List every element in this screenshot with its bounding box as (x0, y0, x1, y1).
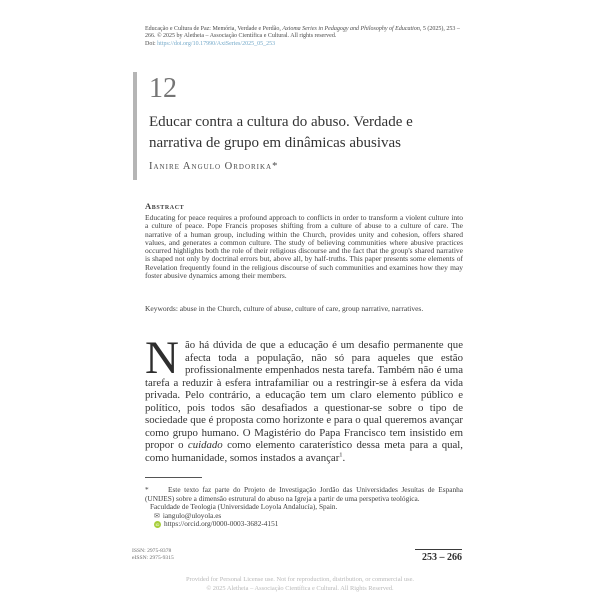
license-line-1: Provided for Personal License use. Not for reproduction, distribution, or commercial use. (185, 576, 415, 583)
drop-cap: N (145, 332, 179, 384)
body-italic-term: cuidado (187, 439, 223, 451)
body-text-1: ão há dúvida de que a educação é um desafio permanente que afecta toda a população, não só para aqueles que estão profissionalmente empenhados nesta tarefa. Também não é uma tarefa a reduzir à esfera intrafamiliar ou a restringir-se à esfera da vida privada. Pelo contrário, a educação tem um claro elemento público e político, pois todos são desafiados a questionar-se sobre o tipo de sociedade que é proposta como horizonte e para o qual queremos avançar como grupo humano. O Magistério do Papa Francisco tem insistido em propor o (145, 339, 463, 451)
page-range: 253 – 266 (415, 549, 462, 563)
chapter-number: 12 (149, 73, 177, 104)
body-text-period: . (342, 451, 346, 464)
footnote-paragraph (145, 486, 463, 503)
body-paragraph (145, 332, 463, 464)
orcid-row (154, 520, 463, 529)
abstract-heading: Abstract (145, 201, 185, 211)
header-citation (145, 26, 465, 48)
footnote-reference: 1 (339, 450, 343, 458)
orcid-icon: iD (155, 522, 160, 528)
page-title: Educar contra a cultura do abuso. Verdade e narrativa de grupo em dinâmicas abusivas (149, 114, 413, 151)
citation-text: Educação e Cultura de Paz: Memória, Verdade e Perdão, (145, 26, 283, 32)
abstract-text: Educating for peace requires a profound approach to conflicts in order to transform a violent culture into a culture of peace. Pope Francis proposes shifting from a culture of abuse to a culture of care. The narrative of a human group, including within the Church, provides unity and cohesion, offers shared values, and generates a common culture. The study of believing communities where abusive practices occurred highlights both the role of their religious discourse and the fact that the group's shared narrative is shaped not only by doctrinal errors but, above all, by half-truths. This paper presents some elements of Revelation frequently found in the religious discourse of such communities and examines how they may foster abusive dynamics among their members. (145, 213, 463, 281)
keywords-line: Keywords: abuse in the Church, culture of abuse, culture of care, group narrative, narratives. (145, 304, 424, 313)
orcid-link[interactable]: https://orcid.org/0000-0003-3682-4151 (164, 519, 279, 529)
doi-label: Doi: (145, 40, 158, 47)
author-affiliation: Faculdade de Teologia (Universidade Loyola Andalucía), Spain. (150, 502, 338, 512)
license-line-2: © 2025 Aletheia – Associação Científica e Cultural. All Rights Reserved. (206, 585, 394, 592)
footnote-block (145, 486, 463, 529)
body-text-2: como elemento caraterístico dessa meta para a qual, como humanidade, somos instados a avançar (145, 439, 463, 464)
email-link[interactable]: iangulo@uloyola.es (162, 510, 222, 520)
author-name: Ianire Angulo Ordorika* (149, 161, 279, 172)
envelope-icon: ✉ (154, 511, 160, 520)
license-footer (0, 575, 600, 593)
issn-block (132, 548, 174, 562)
footnote-text: Este texto faz parte do Projeto de Investigação Jordão das Universidades Jesuítas de Espanha (UNIJES) sobre a dimensão estrutural do abuso na Igreja a partir de uma perspetiva teológica. (145, 485, 463, 503)
footnote-divider (145, 477, 202, 478)
doi-link[interactable]: https://doi.org/10.17990/AxiSeries/2025_05_253 (157, 40, 276, 47)
issn: ISSN: 2975-8378 (132, 548, 172, 554)
citation-tail: , 5 (2025), 253 – 266. © 2025 by Aletheia – Associação Científica e Cultural. All rights reserved. (145, 26, 460, 40)
footnote-marker: * (145, 485, 149, 494)
citation-series-title: Axioma Series in Pedagogy and Philosophy of Education (282, 26, 420, 32)
eissn: eISSN: 2975-9315 (132, 555, 174, 561)
chapter-side-bar (133, 72, 137, 180)
